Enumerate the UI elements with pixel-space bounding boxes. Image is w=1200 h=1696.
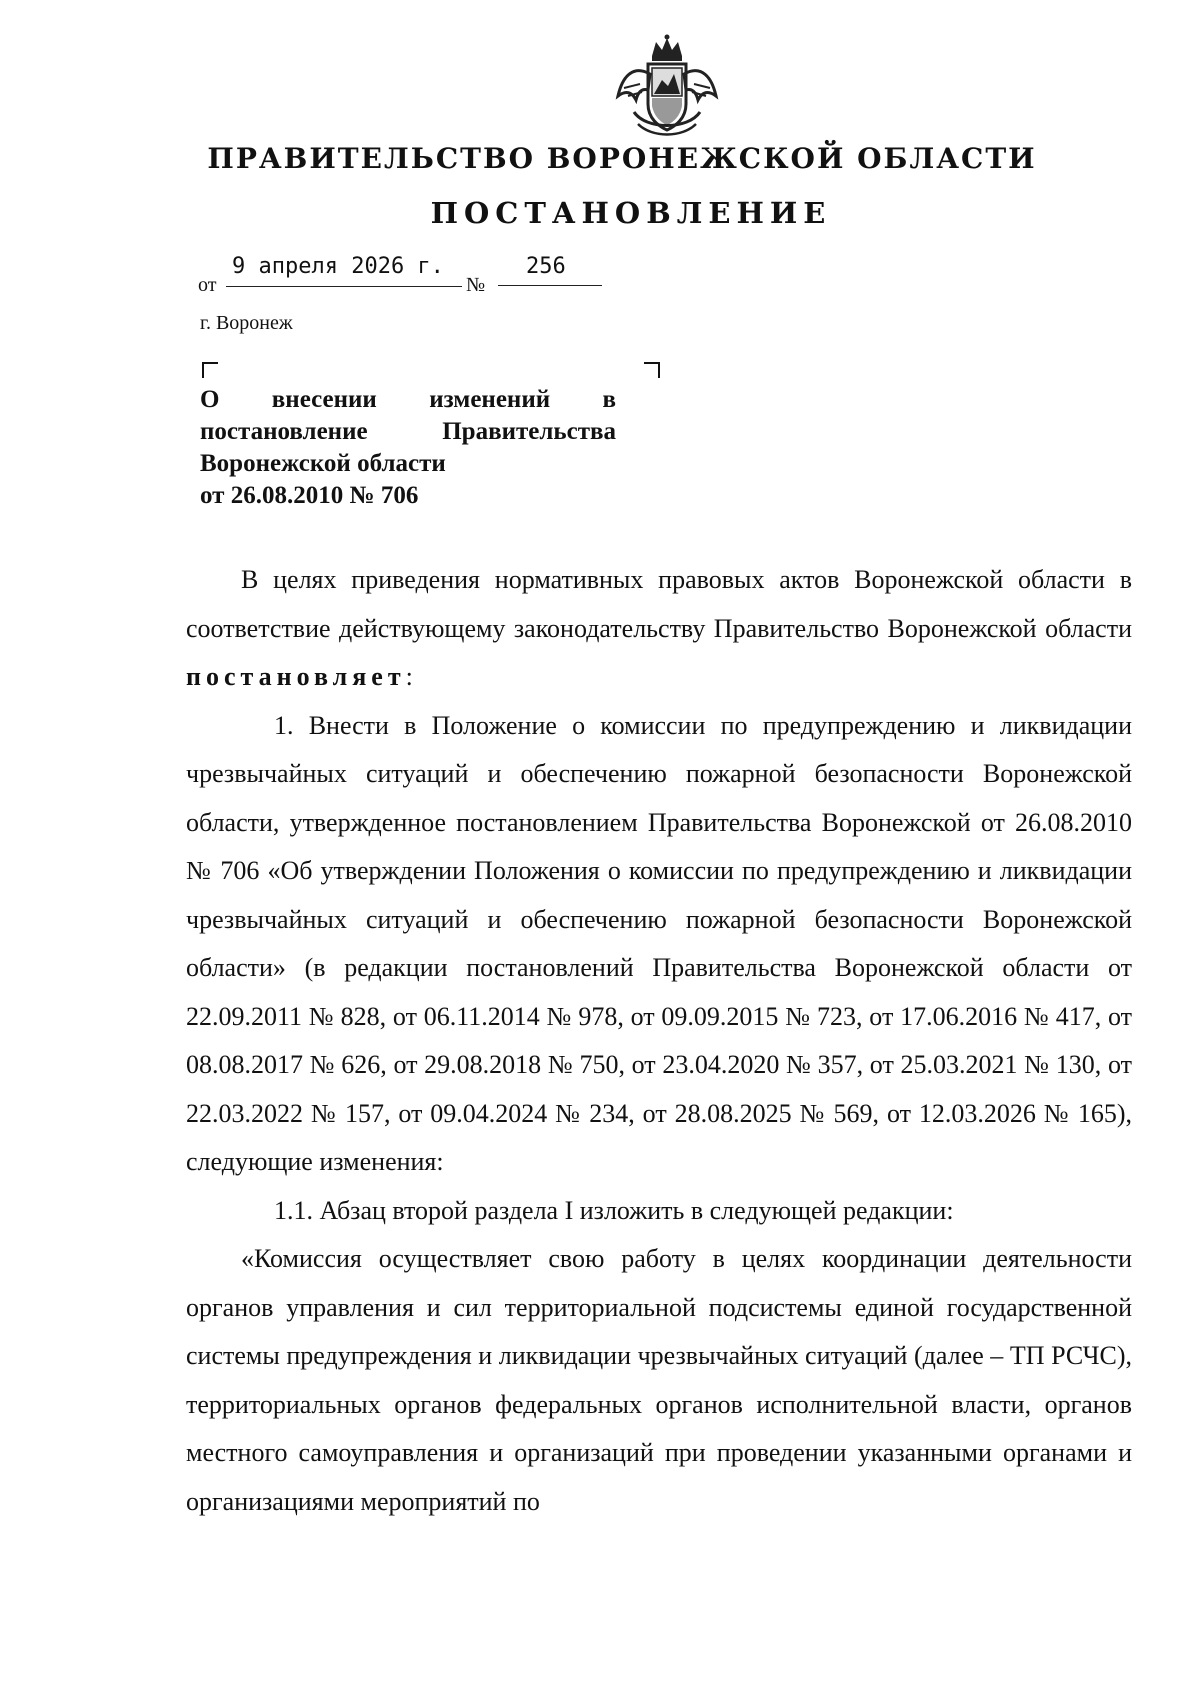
subject-bracket-left	[202, 362, 218, 378]
preamble-paragraph	[186, 556, 1132, 702]
voronezh-coat-of-arms-icon	[612, 34, 722, 144]
document-type-title: ПОСТАНОВЛЕНИЕ	[430, 196, 832, 230]
subject-bracket-right	[644, 362, 660, 378]
item-1-1-paragraph: 1.1. Абзац второй раздела I изложить в следующей редакции:	[274, 1195, 954, 1225]
document-subject	[200, 384, 616, 512]
subject-line: Воронежской области	[200, 450, 446, 477]
quote-paragraph: «Комиссия осуществляет свою работу в целях координации деятельности органов управления и сил территориальной подсистемы единой государственной системы предупреждения и ликвидации чрезвычайных ситуаций (далее – ТП РСЧС), территориальных органов федеральных органов исполнительной власти, органов местного самоуправления и организаций при проведении указанными органами и организациями мероприятий по	[186, 1244, 1132, 1516]
preamble-text: В целях приведения нормативных правовых актов Воронежской области в соответствие действующему законодательству Правительство Воронежской области	[186, 565, 1132, 643]
document-number: 256	[498, 254, 602, 286]
subject-line: постановление Правительства	[200, 418, 616, 445]
subject-line: О внесении изменений в	[200, 386, 616, 413]
preamble-colon: :	[405, 662, 413, 691]
organization-title: ПРАВИТЕЛЬСТВО ВОРОНЕЖСКОЙ ОБЛАСТИ	[207, 142, 1037, 175]
subject-line: от 26.08.2010 № 706	[200, 482, 419, 509]
document-body	[186, 556, 1132, 1526]
preamble-keyword: постановляет	[186, 662, 406, 691]
item-1-paragraph: 1. Внести в Положение о комиссии по предупреждению и ликвидации чрезвычайных ситуаций и обеспечению пожарной безопасности Воронежской области, утвержденное постановлением Правительства Воронежской от 26.08.2010 № 706 «Об утверждении Положения о комиссии по предупреждению и ликвидации чрезвычайных ситуаций и обеспечению пожарной безопасности Воронежской области» (в редакции постановлений Правительства Воронежской области от 22.09.2011 № 828, от 06.11.2014 № 978, от 09.09.2015 № 723, от 17.06.2016 № 417, от 08.08.2017 № 626, от 29.08.2018 № 750, от 23.04.2020 № 357, от 25.03.2021 № 130, от 22.03.2022 № 157, от 09.04.2024 № 234, от 28.08.2025 № 569, от 12.03.2026 № 165), следующие изменения:	[186, 710, 1132, 1176]
date-prefix: от	[198, 274, 217, 296]
document-date: 9 апреля 2026 г.	[226, 254, 462, 287]
number-prefix: №	[466, 274, 486, 296]
document-city: г. Воронеж	[200, 312, 293, 334]
